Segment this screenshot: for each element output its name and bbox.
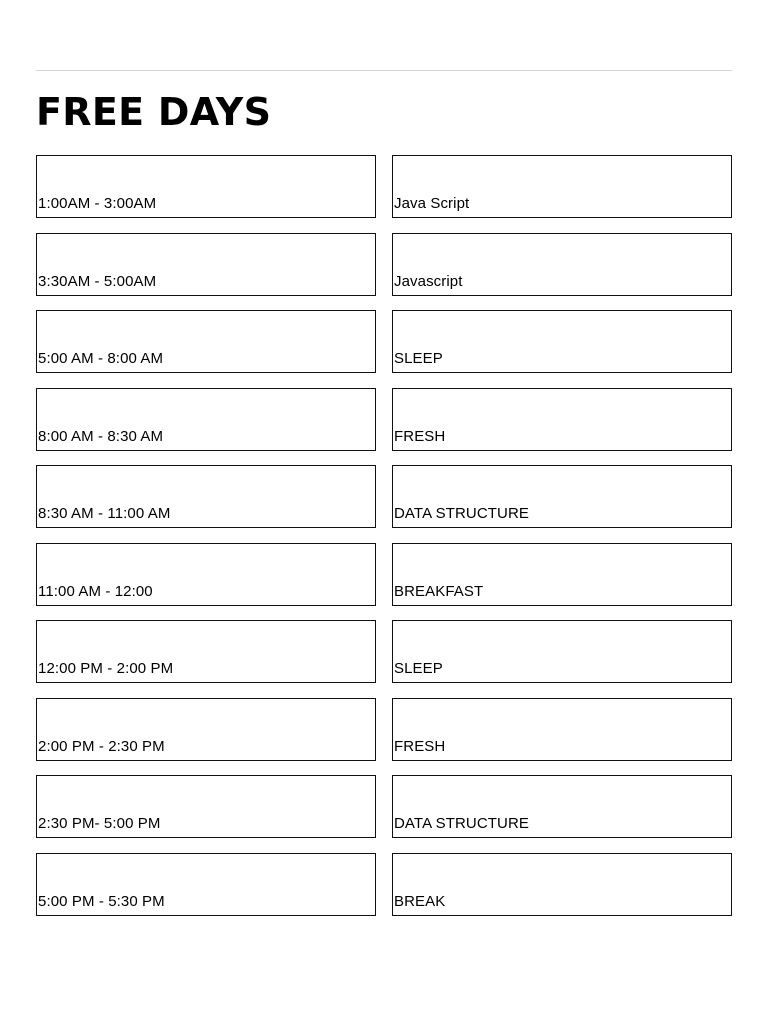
- time-text: 2:00 PM - 2:30 PM: [38, 737, 165, 755]
- time-text: 5:00 PM - 5:30 PM: [38, 892, 165, 910]
- time-text: 8:30 AM - 11:00 AM: [38, 505, 171, 522]
- time-cell[interactable]: [36, 543, 376, 606]
- time-text: 5:00 AM - 8:00 AM: [38, 350, 164, 367]
- top-divider: [36, 70, 732, 71]
- time-cell[interactable]: [36, 620, 376, 683]
- time-cell[interactable]: [36, 233, 376, 296]
- time-text: 8:00 AM - 8:30 AM: [38, 427, 164, 445]
- activity-text: SLEEP: [394, 660, 443, 677]
- time-cell[interactable]: [36, 310, 376, 373]
- activity-cell[interactable]: [392, 698, 732, 761]
- time-cell[interactable]: [36, 853, 376, 916]
- activity-cell[interactable]: [392, 853, 732, 916]
- activity-text: DATA STRUCTURE: [394, 815, 530, 832]
- activity-text: DATA STRUCTURE: [394, 505, 530, 522]
- activity-text: FRESH: [394, 427, 446, 445]
- time-text: 3:30AM - 5:00AM: [38, 272, 157, 290]
- schedule-table: [36, 155, 732, 916]
- activity-cell[interactable]: [392, 233, 732, 296]
- time-text: 11:00 AM - 12:00: [38, 582, 153, 600]
- activity-cell[interactable]: [392, 465, 732, 528]
- activity-cell[interactable]: [392, 388, 732, 451]
- activity-cell[interactable]: [392, 310, 732, 373]
- time-cell[interactable]: [36, 388, 376, 451]
- time-text: 12:00 PM - 2:00 PM: [38, 660, 174, 677]
- time-cell[interactable]: [36, 155, 376, 218]
- activity-text: BREAK: [394, 892, 446, 910]
- time-text: 2:30 PM- 5:00 PM: [38, 815, 161, 832]
- activity-cell[interactable]: [392, 620, 732, 683]
- activity-text: SLEEP: [394, 350, 443, 367]
- activity-cell[interactable]: [392, 775, 732, 838]
- page-title: FREE DAYS: [36, 90, 272, 134]
- time-text: 1:00AM - 3:00AM: [38, 195, 157, 212]
- activity-cell[interactable]: [392, 543, 732, 606]
- activity-text: Javascript: [394, 272, 463, 290]
- time-cell[interactable]: [36, 465, 376, 528]
- activity-cell[interactable]: [392, 155, 732, 218]
- activity-text: FRESH: [394, 737, 446, 755]
- time-cell[interactable]: [36, 775, 376, 838]
- time-cell[interactable]: [36, 698, 376, 761]
- activity-text: Java Script: [394, 195, 470, 212]
- activity-text: BREAKFAST: [394, 582, 484, 600]
